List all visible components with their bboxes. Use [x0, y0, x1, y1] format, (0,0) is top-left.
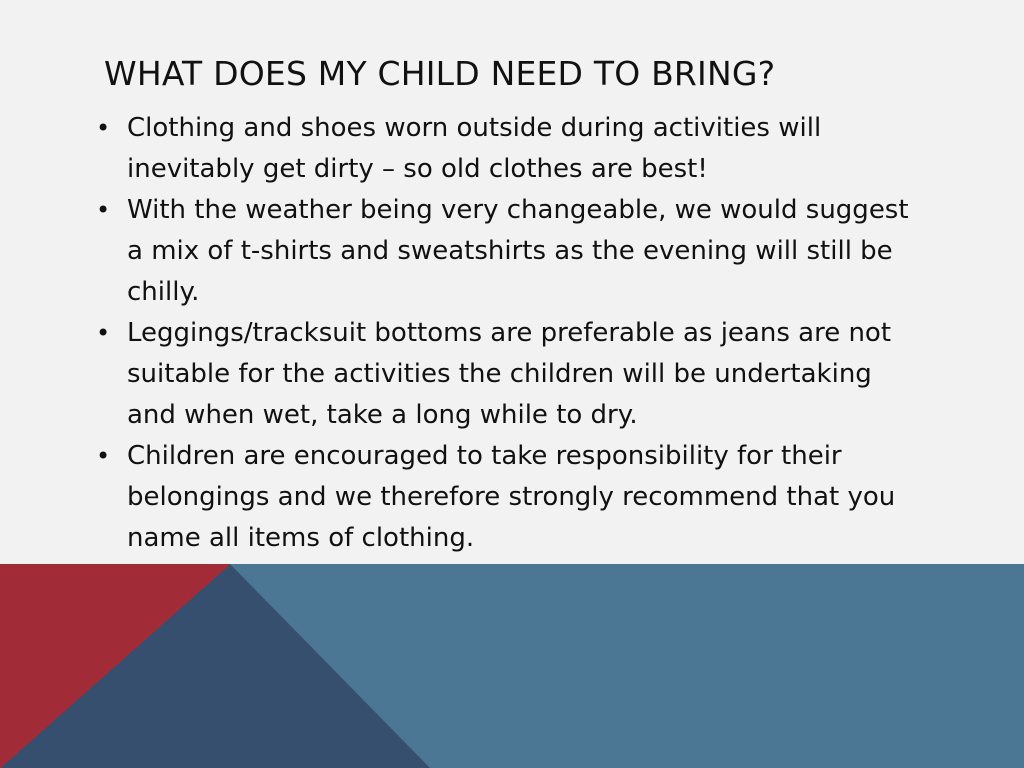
bullet-icon: • [96, 114, 111, 142]
bullet-item [96, 190, 916, 313]
bullet-item [96, 436, 916, 559]
bullet-icon: • [96, 319, 111, 347]
bullet-text: With the weather being very changeable, we would suggest a mix of t-shirts and sweatshirts as the evening will still be chilly. [127, 195, 909, 307]
bullet-icon: • [96, 442, 111, 470]
bullet-text: Leggings/tracksuit bottoms are preferable as jeans are not suitable for the activities the children will be undertaking and when wet, take a long while to dry. [127, 318, 892, 430]
bullet-text: Clothing and shoes worn outside during activities will inevitably get dirty – so old clothes are best! [127, 113, 822, 184]
bullet-item [96, 108, 916, 190]
slide-title: WHAT DOES MY CHILD NEED TO BRING? [104, 54, 776, 93]
bullet-icon: • [96, 196, 111, 224]
bullet-item [96, 313, 916, 436]
bullet-list [96, 108, 916, 559]
bullet-text: Children are encouraged to take responsibility for their belongings and we therefore strongly recommend that you name all items of clothing. [127, 441, 896, 553]
decorative-band [0, 564, 1024, 768]
